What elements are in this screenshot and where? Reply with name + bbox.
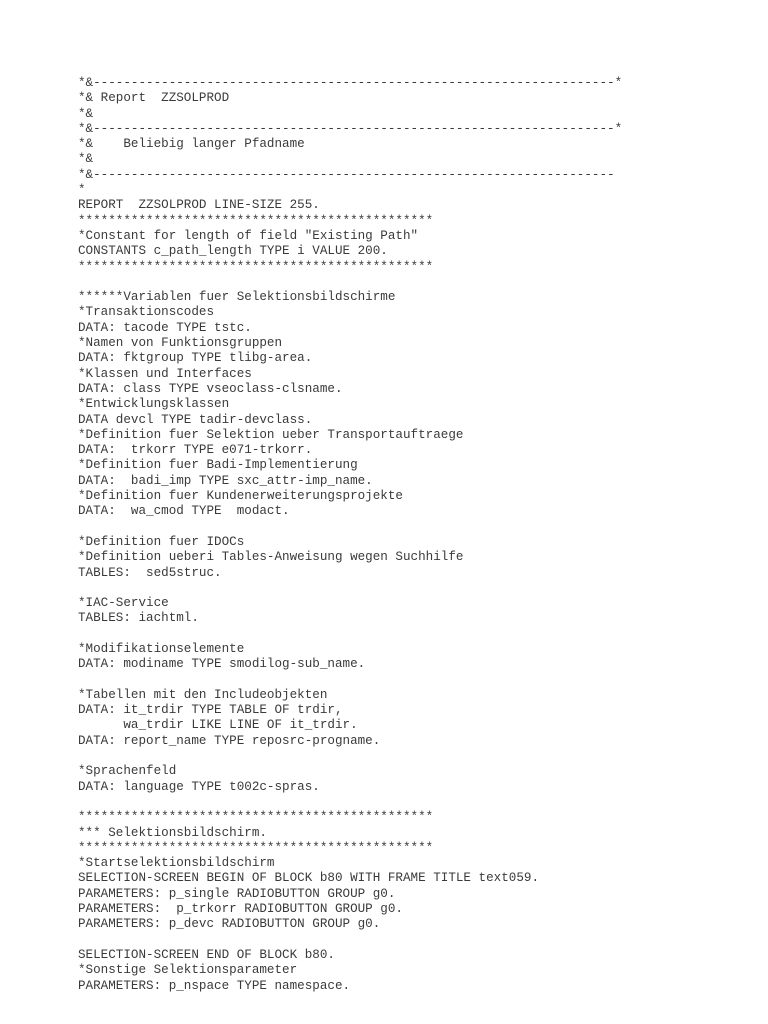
code-line: *Constant for length of field "Existing Path" xyxy=(78,228,419,243)
code-line: DATA: modiname TYPE smodilog-sub_name. xyxy=(78,657,366,672)
code-line: DATA: trkorr TYPE e071-trkorr. xyxy=(78,443,313,458)
code-line: *Namen von Funktionsgruppen xyxy=(78,336,283,351)
code-line: *Definition fuer Kundenerweiterungsprojekte xyxy=(78,489,403,504)
code-line: ******Variablen fuer Selektionsbildschirme xyxy=(78,290,396,305)
code-line: *IAC-Service xyxy=(78,596,169,611)
code-line: *Definition fuer IDOCs xyxy=(78,534,245,549)
code-line: DATA: report_name TYPE reposrc-progname. xyxy=(78,733,381,748)
code-line: DATA devcl TYPE tadir-devclass. xyxy=(78,412,313,427)
code-line xyxy=(78,520,748,535)
code-line: CONSTANTS c_path_length TYPE i VALUE 200. xyxy=(78,244,388,259)
code-line: *Sonstige Selektionsparameter xyxy=(78,963,298,978)
code-line: DATA: badi_imp TYPE sxc_attr-imp_name. xyxy=(78,473,373,488)
code-line: DATA: wa_cmod TYPE modact. xyxy=(78,504,290,519)
code-line xyxy=(78,627,748,642)
code-line: *Definition fuer Badi-Implementierung xyxy=(78,458,358,473)
code-line: TABLES: sed5struc. xyxy=(78,565,222,580)
code-line: DATA: fktgroup TYPE tlibg-area. xyxy=(78,351,313,366)
code-line: PARAMETERS: p_devc RADIOBUTTON GROUP g0. xyxy=(78,917,381,932)
code-line: *Sprachenfeld xyxy=(78,764,177,779)
code-line: DATA: language TYPE t002c-spras. xyxy=(78,779,320,794)
code-line: *Entwicklungsklassen xyxy=(78,397,230,412)
code-line: wa_trdir LIKE LINE OF it_trdir. xyxy=(78,718,358,733)
code-line: TABLES: iachtml. xyxy=(78,611,199,626)
code-line: *********************************************** xyxy=(78,840,434,855)
code-line: *&--------------------------------------------------------------------- xyxy=(78,167,615,182)
code-line: PARAMETERS: p_trkorr RADIOBUTTON GROUP g0. xyxy=(78,902,403,917)
code-line: *&---------------------------------------------------------------------* xyxy=(78,76,623,90)
code-line: *Klassen und Interfaces xyxy=(78,366,252,381)
code-line xyxy=(78,673,748,688)
code-line: SELECTION-SCREEN BEGIN OF BLOCK b80 WITH FRAME TITLE text059. xyxy=(78,871,540,886)
code-line: DATA: tacode TYPE tstc. xyxy=(78,320,252,335)
code-line: *Tabellen mit den Includeobjekten xyxy=(78,687,328,702)
code-line: *Definition fuer Selektion ueber Transportauftraege xyxy=(78,427,464,442)
code-line: *& xyxy=(78,152,94,167)
code-line xyxy=(78,795,748,810)
code-line: *& Report ZZSOLPROD xyxy=(78,91,230,106)
code-line: *Definition ueberi Tables-Anweisung wegen Suchhilfe xyxy=(78,550,464,565)
code-line: *& Beliebig langer Pfadname xyxy=(78,137,305,152)
code-line: *********************************************** xyxy=(78,810,434,825)
code-line xyxy=(78,581,748,596)
code-line: *Modifikationselemente xyxy=(78,641,245,656)
code-line: *********************************************** xyxy=(78,213,434,228)
code-listing xyxy=(78,76,748,994)
code-line xyxy=(78,933,748,948)
code-line xyxy=(78,275,748,290)
code-line: *Transaktionscodes xyxy=(78,305,215,320)
code-line: DATA: it_trdir TYPE TABLE OF trdir, xyxy=(78,703,343,718)
code-line: *********************************************** xyxy=(78,259,434,274)
code-line: DATA: class TYPE vseoclass-clsname. xyxy=(78,381,343,396)
code-line: PARAMETERS: p_nspace TYPE namespace. xyxy=(78,978,351,993)
code-line: SELECTION-SCREEN END OF BLOCK b80. xyxy=(78,947,335,962)
code-line xyxy=(78,749,748,764)
code-line: * xyxy=(78,183,86,198)
code-line: *&---------------------------------------------------------------------* xyxy=(78,121,623,136)
code-line: *Startselektionsbildschirm xyxy=(78,856,275,871)
code-line: *& xyxy=(78,106,94,121)
code-line: PARAMETERS: p_single RADIOBUTTON GROUP g0. xyxy=(78,886,396,901)
code-line: *** Selektionsbildschirm. xyxy=(78,825,267,840)
code-line: REPORT ZZSOLPROD LINE-SIZE 255. xyxy=(78,198,320,213)
